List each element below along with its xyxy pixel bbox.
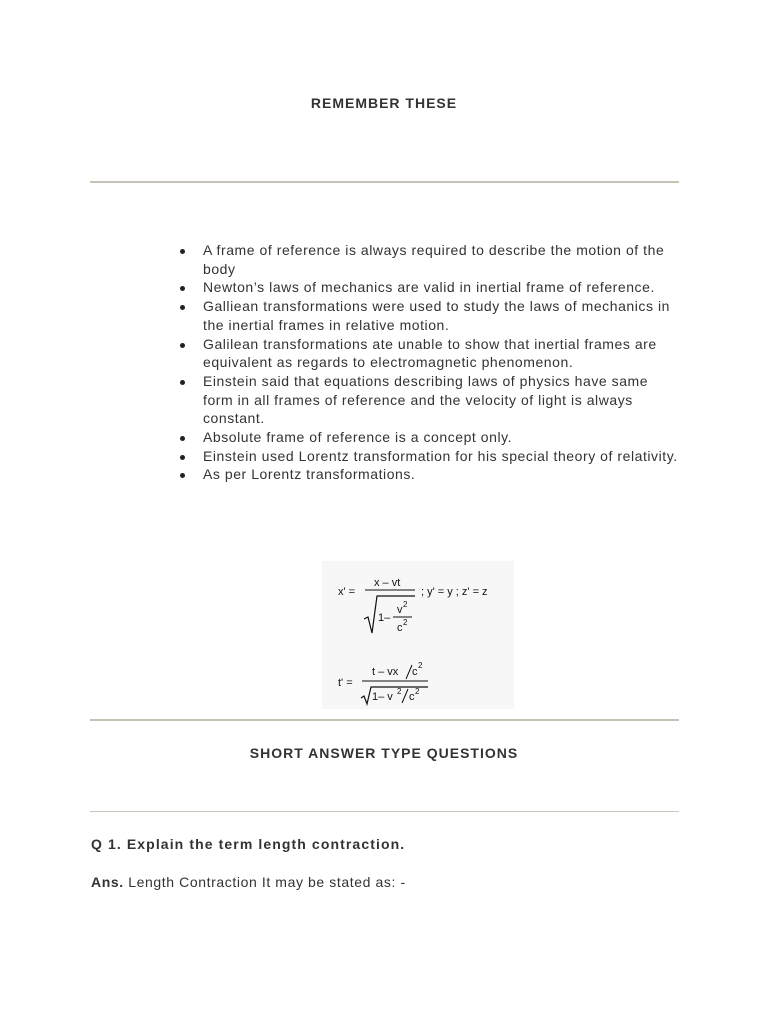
formula-t-den-exp: 2 (397, 687, 402, 696)
formula-t-numerator-c: c (412, 666, 418, 678)
formula-c-exp: 2 (403, 618, 408, 627)
bullet-icon (180, 455, 185, 460)
divider (90, 181, 679, 183)
list-item (180, 297, 680, 334)
list-item-text: Einstein said that equations describing laws of physics have same form in all frames of reference and the velocity of light is always constant. (203, 372, 649, 427)
list-item-text: Einstein used Lorentz transformation for his special theory of relativity. (203, 447, 678, 464)
bullet-icon (180, 473, 185, 478)
bullet-icon (180, 286, 185, 291)
bullet-icon (180, 436, 185, 441)
list-item-text: Absolute frame of reference is a concept only. (203, 429, 513, 446)
list-item (180, 465, 680, 484)
formula-t-lhs: t' = (338, 677, 353, 689)
bullet-list (180, 241, 680, 484)
bullet-icon (180, 343, 185, 348)
list-item-text: Galilean transformations ate unable to show that inertial frames are equivalent as regards to electromagnetic phenomenon. (203, 335, 657, 371)
list-item-text: Galliean transformations were used to study the laws of mechanics in the inertial frames in relative motion. (203, 298, 670, 333)
list-item-text: As per Lorentz transformations. (203, 466, 416, 483)
list-item (180, 241, 680, 278)
formula-c: c (397, 622, 403, 634)
formula-t-den-c: c (409, 691, 415, 703)
question-text: Q 1. Explain the term length contraction. (91, 836, 406, 852)
section-heading-remember: REMEMBER THESE (310, 95, 458, 111)
formula-v-exp: 2 (403, 600, 408, 609)
bullet-icon (180, 305, 185, 310)
answer-label: Ans. (91, 874, 124, 890)
list-item (180, 447, 680, 466)
formula-x-rest: ; y' = y ; z' = z (421, 586, 488, 598)
formula-t-den-c-exp: 2 (415, 687, 420, 696)
answer-text: Length Contraction It may be stated as: - (128, 874, 406, 890)
list-item (180, 428, 680, 447)
answer-line (91, 874, 406, 890)
list-item (180, 335, 680, 372)
formula-t-numerator-exp: 2 (418, 661, 423, 670)
formula-x-numerator: x – vt (374, 577, 401, 589)
bullet-icon (180, 249, 185, 254)
list-item-text: Newton’s laws of mechanics are valid in inertial frame of reference. (203, 279, 655, 296)
bullet-icon (180, 380, 185, 385)
divider (90, 719, 679, 721)
formula-x-lhs: x' = (338, 586, 356, 598)
slash (402, 689, 408, 703)
divider (90, 811, 679, 812)
formula-v: v (397, 604, 403, 616)
list-item (180, 278, 680, 297)
section-heading-short-answer: SHORT ANSWER TYPE QUESTIONS (249, 745, 519, 761)
lorentz-formula-image (322, 561, 514, 709)
list-item-text: A frame of reference is always required to describe the motion of the body (203, 242, 665, 277)
list-item (180, 372, 680, 428)
formula-t-numerator: t – vx (372, 666, 399, 678)
formula-root-one: 1– (378, 612, 391, 624)
formula-t-den-a: 1– v (372, 691, 393, 703)
